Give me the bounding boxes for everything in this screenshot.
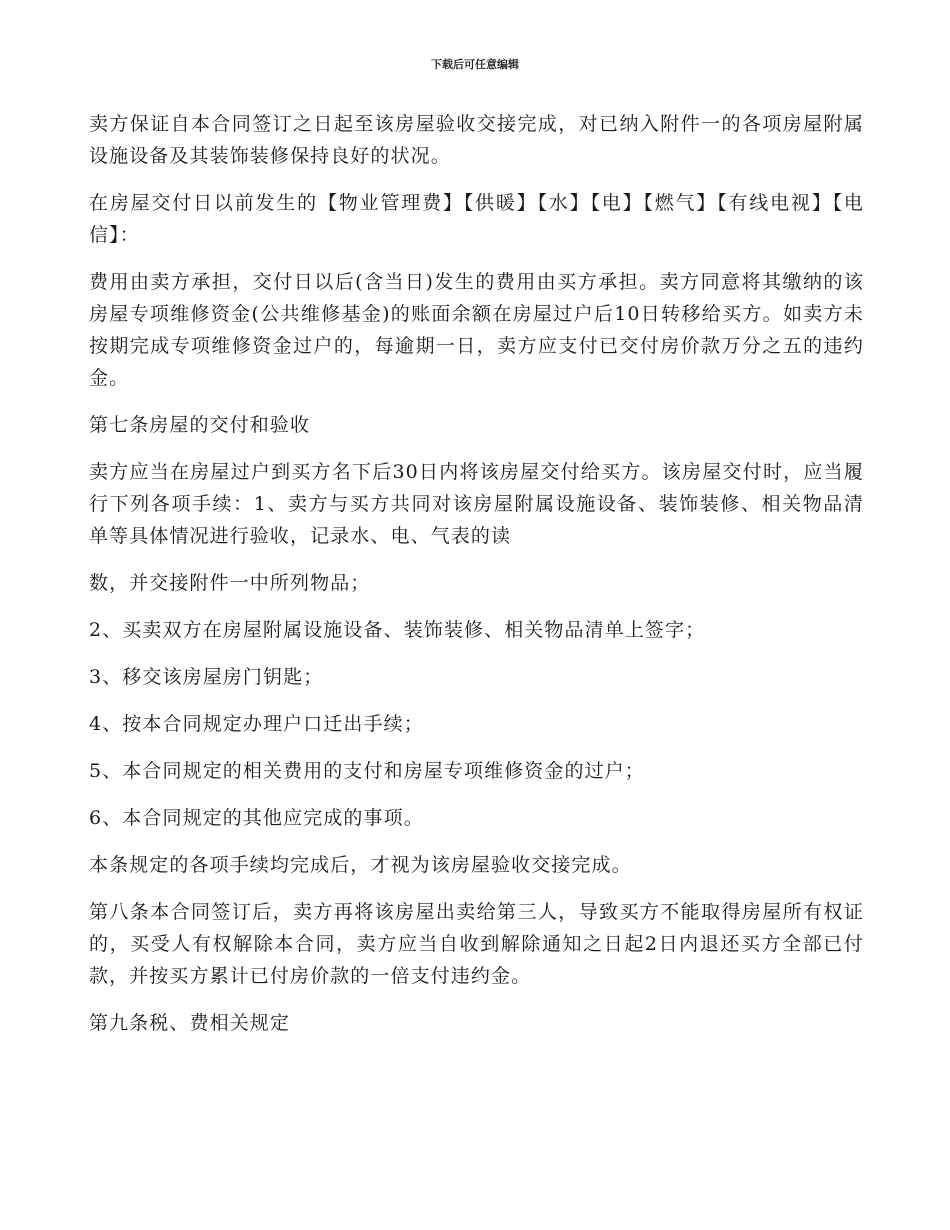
list-item-6: 6、本合同规定的其他应完成的事项。 — [89, 807, 424, 829]
page-header: 下载后可任意编辑 — [431, 58, 519, 71]
list-item-2: 2、买卖双方在房屋附属设施设备、装饰装修、相关物品清单上签字； — [89, 619, 706, 641]
section-heading-article-7: 第七条房屋的交付和验收 — [89, 414, 311, 436]
paragraph-fee-responsibility: 费用由卖方承担，交付日以后(含当日)发生的费用由买方承担。卖方同意将其缴纳的该房屋专项维修资金(公共维修基金)的账面余额在房屋过户后10日转移给买方。如卖方未按期完成专项维修资金过户的，每逾期一日，卖方应支付已交付房价款万分之五的违约金。 — [89, 271, 864, 389]
paragraph-completion: 本条规定的各项手续均完成后，才视为该房屋验收交接完成。 — [89, 854, 632, 876]
paragraph-delivery-procedures: 卖方应当在房屋过户到买方名下后30日内将该房屋交付给买方。该房屋交付时，应当履行下列各项手续：1、卖方与买方共同对该房屋附属设施设备、装饰装修、相关物品清单等具体情况进行验收，记录水、电、气表的读 — [89, 461, 864, 547]
paragraph-delivery-continued: 数，并交接附件一中所列物品； — [89, 572, 371, 594]
section-article-8: 第八条本合同签订后，卖方再将该房屋出卖给第三人，导致买方不能取得房屋所有权证的，买受人有权解除本合同，卖方应当自收到解除通知之日起2日内退还买方全部已付款，并按买方累计已付房价款的一倍支付违约金。 — [89, 901, 864, 987]
list-item-5: 5、本合同规定的相关费用的支付和房屋专项维修资金的过户； — [89, 760, 645, 782]
paragraph-fees-before-delivery: 在房屋交付日以前发生的【物业管理费】【供暖】【水】【电】【燃气】【有线电视】【电信】： — [89, 192, 864, 246]
list-item-3: 3、移交该房屋房门钥匙； — [89, 666, 324, 688]
section-heading-article-9: 第九条税、费相关规定 — [89, 1012, 291, 1034]
list-item-4: 4、按本合同规定办理户口迁出手续； — [89, 713, 424, 735]
document-body — [89, 108, 864, 1054]
paragraph-seller-guarantee: 卖方保证自本合同签订之日起至该房屋验收交接完成，对已纳入附件一的各项房屋附属设施设备及其装饰装修保持良好的状况。 — [89, 113, 864, 167]
